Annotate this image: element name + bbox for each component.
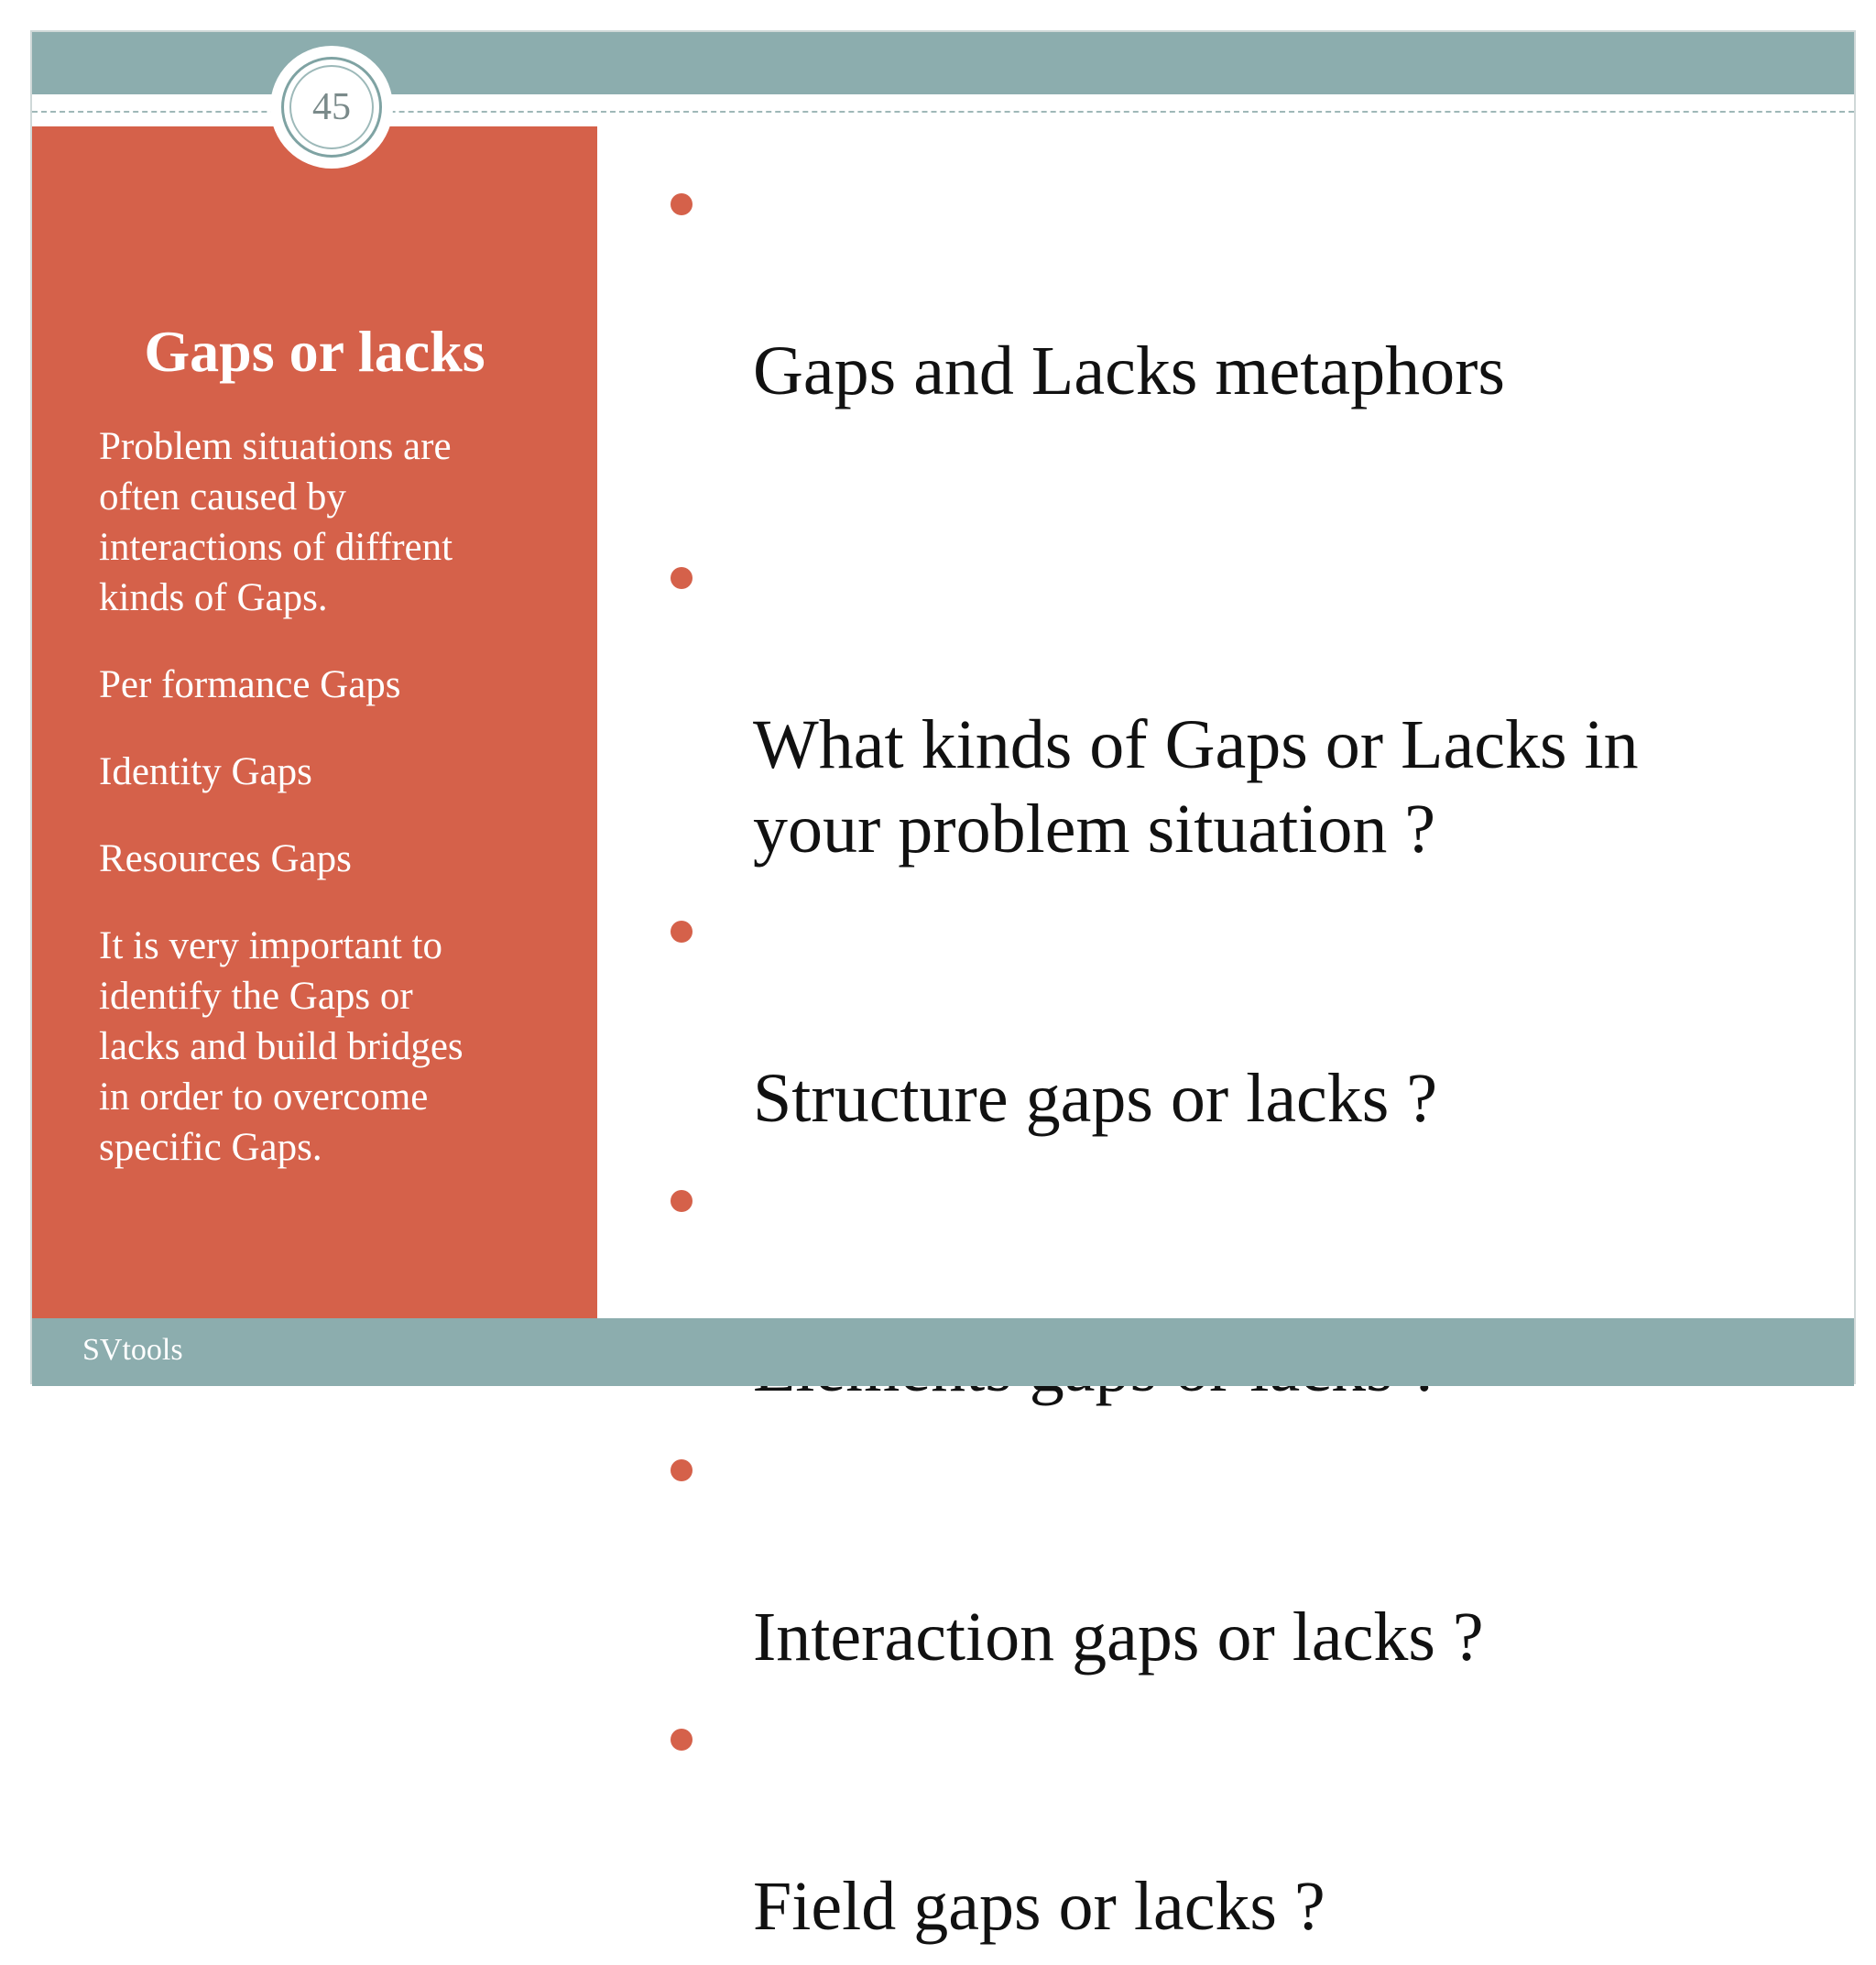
slide-number-badge [270, 46, 393, 169]
bullet-dot-icon [671, 1190, 693, 1212]
side-body [99, 421, 575, 1173]
bullet-dot-icon [671, 567, 693, 589]
bullet-item [671, 160, 1825, 413]
bullet-dot-icon [671, 193, 693, 215]
slide-number: 45 [312, 86, 351, 128]
bullet-item [671, 1426, 1825, 1679]
side-paragraph-conclusion: It is very important to identify the Gaps or lacks and build bridges in order to overcome specific Gaps. [99, 924, 464, 1169]
side-title: Gaps or lacks [144, 319, 485, 384]
bullet-item [671, 1696, 1825, 1949]
slide [30, 30, 1856, 1945]
side-paragraph-performance: Per formance Gaps [99, 663, 401, 706]
side-paragraph-identity: Identity Gaps [99, 750, 312, 793]
badge-inner-ring [289, 65, 374, 149]
bullet-text: Gaps and Lacks metaphors [753, 333, 1505, 409]
bullet-text: Interaction gaps or lacks ? [753, 1599, 1484, 1676]
bullet-text: What kinds of Gaps or Lacks in your problem situation ? [753, 706, 1639, 868]
badge-outer-ring [281, 57, 382, 158]
footer-label: SVtools [82, 1333, 183, 1367]
bullet-text: Field gaps or lacks ? [753, 1868, 1325, 1945]
bullet-text: Structure gaps or lacks ? [753, 1060, 1438, 1137]
bullet-dot-icon [671, 921, 693, 943]
bullet-item [671, 888, 1825, 1141]
bullet-dot-icon [671, 1729, 693, 1751]
bottom-band [32, 1318, 1854, 1386]
side-paragraph-intro: Problem situations are often caused by interactions of diffrent kinds of Gaps. [99, 425, 453, 619]
bullet-item [671, 534, 1825, 871]
side-paragraph-resources: Resources Gaps [99, 837, 352, 880]
bullet-list [671, 160, 1825, 1965]
bullet-dot-icon [671, 1459, 693, 1481]
